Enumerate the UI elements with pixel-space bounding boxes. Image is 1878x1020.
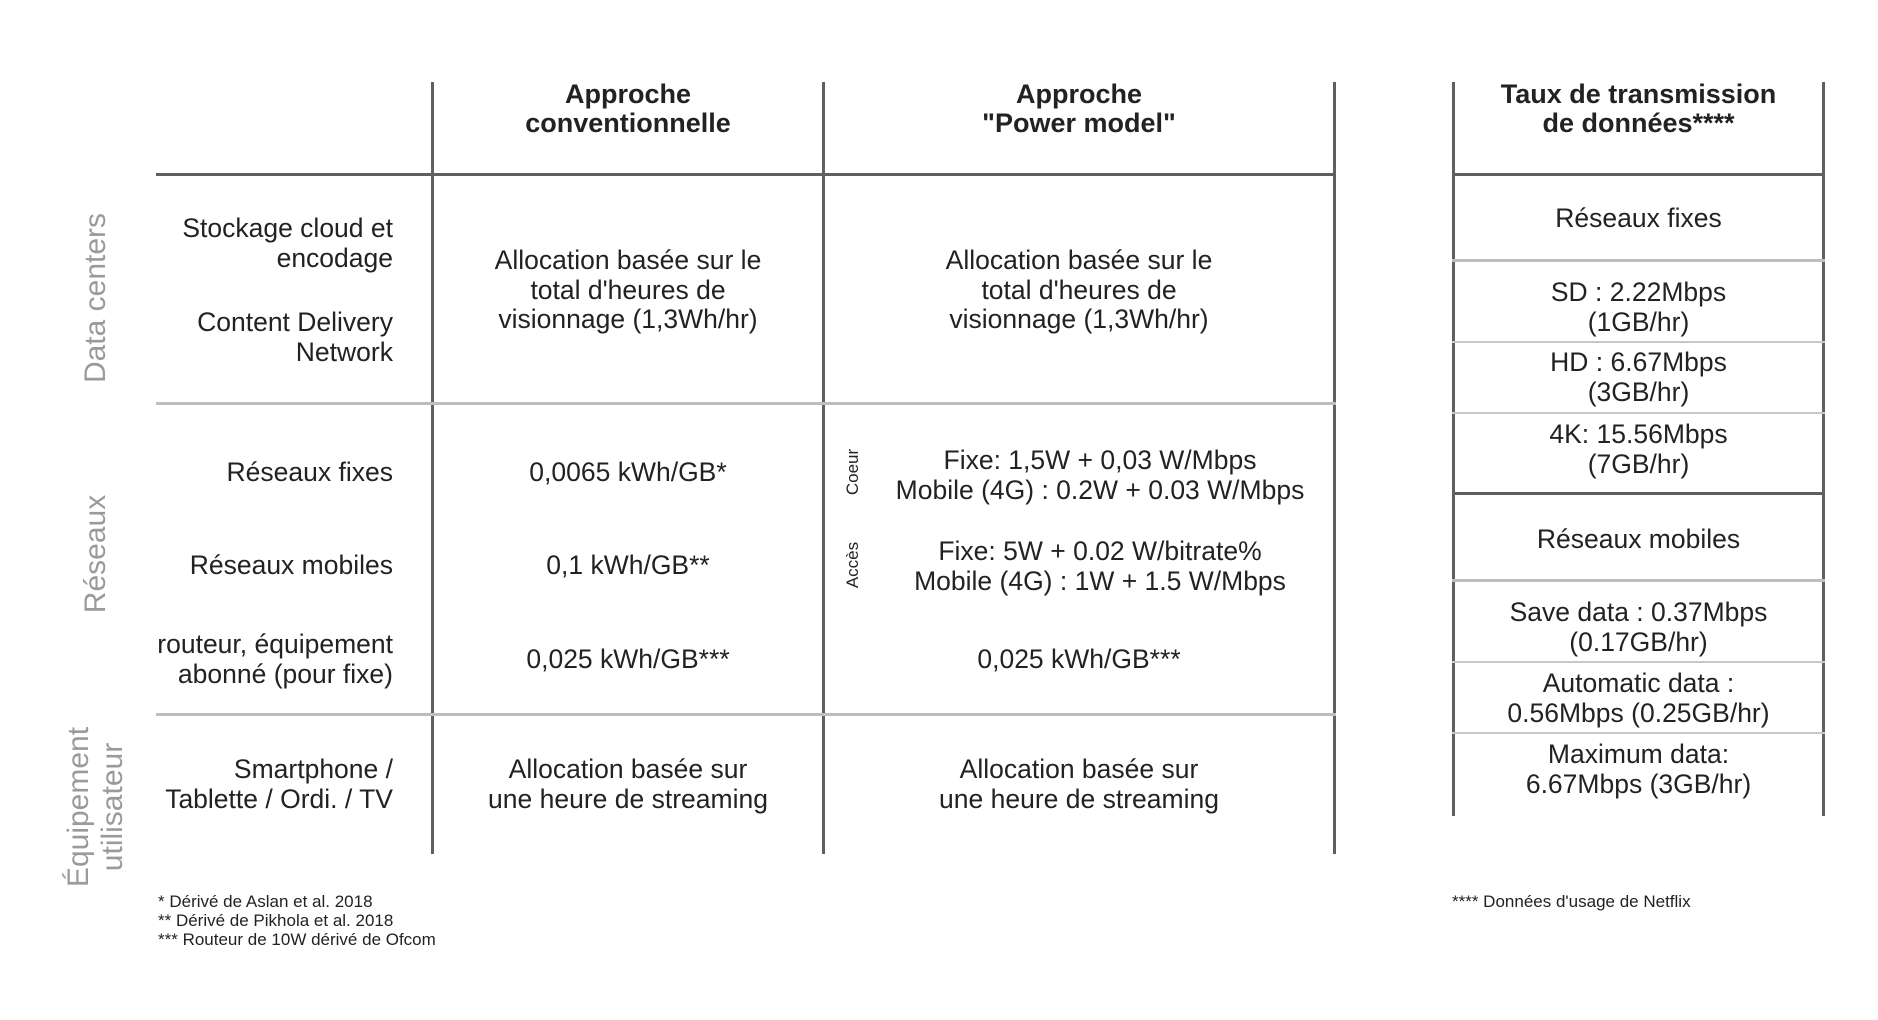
row-label-devices: Smartphone / Tablette / Ordi. / TV bbox=[165, 754, 393, 814]
cell-fixed-conventional: 0,0065 kWh/GB* bbox=[529, 457, 727, 487]
row-label-cloud-storage: Stockage cloud et encodage bbox=[182, 213, 393, 273]
transmission-rate: Maximum data: 6.67Mbps (3GB/hr) bbox=[1525, 739, 1752, 799]
row-label-fixed-networks: Réseaux fixes bbox=[226, 457, 393, 487]
cell-mobile-conventional: 0,1 kWh/GB** bbox=[546, 550, 710, 580]
transmission-header-rule bbox=[1452, 173, 1825, 176]
cell-equipment-power-model: Allocation basée sur une heure de streaming bbox=[939, 754, 1219, 814]
section-label-data-centers: Data centers bbox=[79, 212, 112, 384]
transmission-rule bbox=[1452, 412, 1825, 414]
transmission-mid-rule bbox=[1452, 492, 1825, 495]
transmission-rule bbox=[1452, 732, 1825, 734]
transmission-rate: Automatic data : 0.56Mbps (0.25GB/hr) bbox=[1507, 668, 1770, 728]
section-label-user-equipment: Équipement utilisateur bbox=[62, 726, 129, 888]
cell-equipment-conventional: Allocation basée sur une heure de streaming bbox=[488, 754, 768, 814]
cell-core-power-model: Fixe: 1,5W + 0,03 W/Mbps Mobile (4G) : 0.2W + 0.03 W/Mbps bbox=[895, 445, 1305, 505]
transmission-rate: 4K: 15.56Mbps (7GB/hr) bbox=[1549, 419, 1728, 479]
footnotes-left: * Dérivé de Aslan et al. 2018 ** Dérivé de Pikhola et al. 2018 *** Routeur de 10W dérivé de Ofcom bbox=[158, 892, 436, 949]
row-label-router: routeur, équipement abonné (pour fixe) bbox=[157, 629, 393, 689]
row-label-mobile-networks: Réseaux mobiles bbox=[189, 550, 393, 580]
header-conventional: Approche conventionnelle bbox=[525, 79, 731, 138]
cell-access-power-model: Fixe: 5W + 0.02 W/bitrate% Mobile (4G) : 1W + 1.5 W/Mbps bbox=[914, 536, 1286, 596]
transmission-rule bbox=[1452, 259, 1825, 262]
header-power-model: Approche "Power model" bbox=[982, 79, 1176, 138]
row-label-cdn: Content Delivery Network bbox=[197, 307, 393, 367]
transmission-rule bbox=[1452, 661, 1825, 663]
cell-router-conventional: 0,025 kWh/GB*** bbox=[526, 644, 730, 674]
cell-data-centers-power-model: Allocation basée sur le total d'heures de visionnage (1,3Wh/hr) bbox=[945, 245, 1213, 334]
transmission-rule bbox=[1452, 579, 1825, 582]
transmission-rate: SD : 2.22Mbps (1GB/hr) bbox=[1550, 277, 1727, 337]
footnote-netflix: **** Données d'usage de Netflix bbox=[1452, 892, 1691, 911]
section-rule-1 bbox=[156, 402, 1336, 405]
cell-router-power-model: 0,025 kWh/GB*** bbox=[977, 644, 1181, 674]
header-rule bbox=[156, 173, 1336, 176]
transmission-fixed-title: Réseaux fixes bbox=[1555, 203, 1722, 233]
transmission-right-border bbox=[1822, 82, 1825, 816]
transmission-mobile-title: Réseaux mobiles bbox=[1536, 524, 1741, 554]
transmission-rate: HD : 6.67Mbps (3GB/hr) bbox=[1550, 347, 1727, 407]
section-rule-2 bbox=[156, 713, 1336, 716]
col-divider-2 bbox=[822, 82, 825, 854]
section-label-networks: Réseaux bbox=[79, 494, 112, 614]
transmission-rule bbox=[1452, 341, 1825, 343]
header-transmission: Taux de transmission de données**** bbox=[1500, 79, 1777, 138]
core-tag: Coeur bbox=[843, 448, 862, 496]
cell-data-centers-conventional: Allocation basée sur le total d'heures de visionnage (1,3Wh/hr) bbox=[494, 245, 762, 334]
access-tag: Accès bbox=[843, 541, 862, 589]
transmission-rate: Save data : 0.37Mbps (0.17GB/hr) bbox=[1509, 597, 1768, 657]
